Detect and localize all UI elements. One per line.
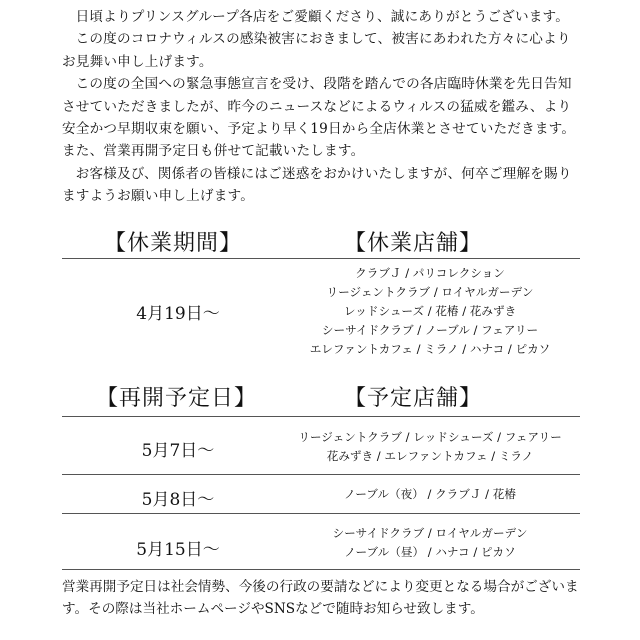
reopen-store-list bbox=[270, 524, 590, 562]
store-line: シーサイドクラブ / ロイヤルガーデン bbox=[332, 526, 528, 540]
store-line: エレファントカフェ / ミラノ / ハナコ / ピカソ bbox=[309, 342, 551, 356]
reopen-date-header: 【再開予定日】 bbox=[96, 386, 258, 411]
store-line: 花みずき / エレファントカフェ / ミラノ bbox=[326, 449, 534, 463]
store-line: レッドシューズ / 花椿 / 花みずき bbox=[343, 304, 517, 318]
intro-paragraph-4: お客様及び、関係者の皆様にはご迷惑をおかけいたしますが、何卒ご理解を賜りますようお願い申し上げます。 bbox=[62, 165, 572, 205]
closure-period-header: 【休業期間】 bbox=[104, 231, 243, 256]
intro-paragraph-3: この度の全国への緊急事態宣言を受け、段階を踏んでの各店臨時休業を先日告知させていただきましたが、昨今のニュースなどによるウィルスの猛威を鑑み、より安全かつ早期収束を願い、予定より早く19日から全店休業とさせていただきます。また、営業再開予定日も併せて記載いたします。 bbox=[62, 76, 576, 160]
reopen-date: 5月7日〜 bbox=[141, 441, 215, 461]
closure-stores-header: 【休業店舗】 bbox=[344, 231, 483, 256]
intro-text bbox=[62, 6, 582, 208]
intro-paragraph-2: この度のコロナウィルスの感染被害におきまして、被害にあわれた方々に心よりお見舞い申し上げます。 bbox=[62, 31, 571, 70]
store-line: リージェントクラブ / レッドシューズ / フェアリー bbox=[298, 430, 562, 444]
store-line: リージェントクラブ / ロイヤルガーデン bbox=[326, 285, 534, 299]
store-line: ノーブル（昼） / ハナコ / ピカソ bbox=[344, 545, 516, 559]
store-line: クラブＪ / パリコレクション bbox=[355, 266, 505, 280]
store-line: ノーブル（夜） / クラブＪ / 花椿 bbox=[344, 487, 516, 501]
footer-note: 営業再開予定日は社会情勢、今後の行政の要請などにより変更となる場合がございます。その際は当社ホームページやSNSなどで随時お知らせ致します。 bbox=[62, 579, 579, 617]
divider bbox=[62, 513, 580, 514]
closure-date: 4月19日〜 bbox=[136, 304, 220, 324]
store-line: シーサイドクラブ / ノーブル / フェアリー bbox=[321, 323, 539, 337]
reopen-date: 5月8日〜 bbox=[141, 490, 215, 510]
divider bbox=[62, 258, 580, 259]
reopen-stores-header: 【予定店舗】 bbox=[344, 386, 483, 411]
reopen-store-list bbox=[270, 485, 590, 504]
divider bbox=[62, 474, 580, 475]
closure-store-list bbox=[270, 264, 590, 359]
divider bbox=[62, 569, 580, 570]
reopen-store-list bbox=[270, 428, 590, 466]
intro-paragraph-1: 日頃よりプリンスグループ各店をご愛顧くださり、誠にありがとうございます。 bbox=[75, 9, 570, 25]
reopen-date: 5月15日〜 bbox=[136, 540, 220, 560]
divider bbox=[62, 416, 580, 417]
